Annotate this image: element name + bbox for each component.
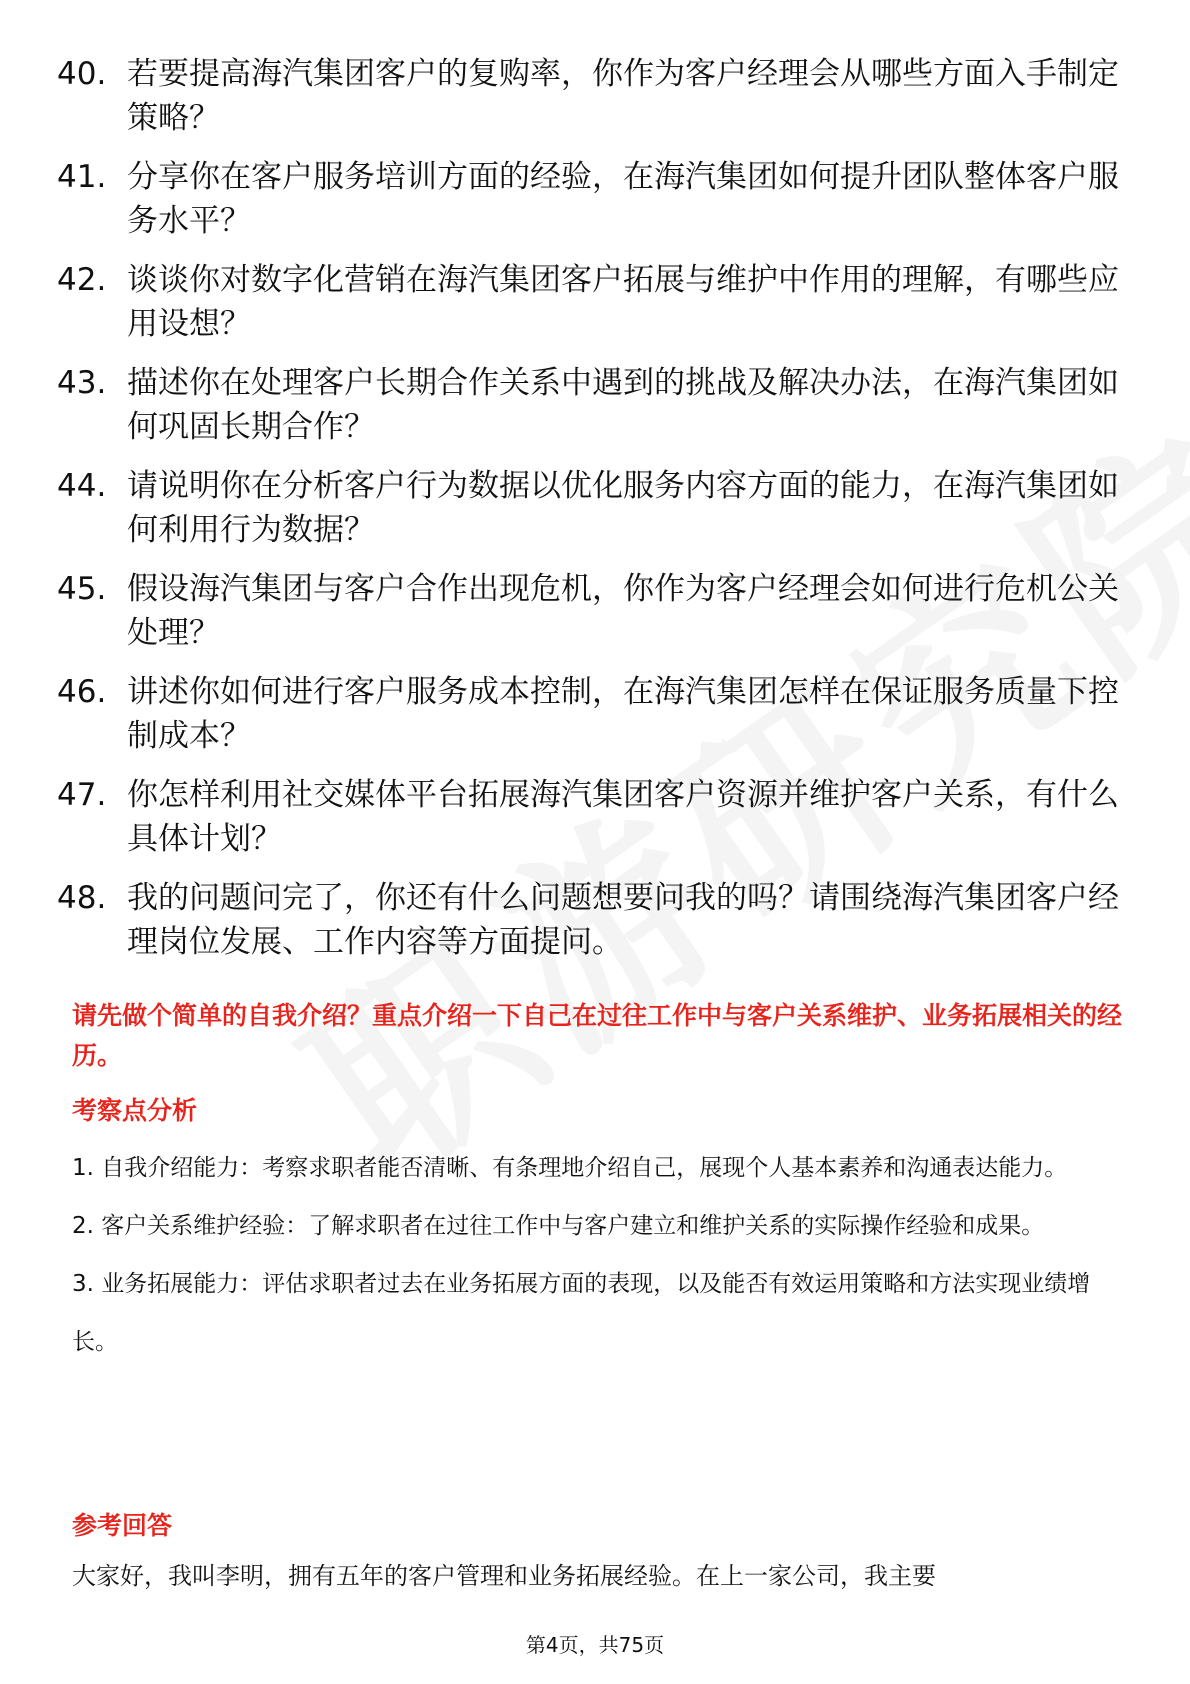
- analysis-points: [72, 1139, 1122, 1371]
- question-text: 假设海汽集团与客户合作出现危机，你作为客户经理会如何进行危机公关处理？: [127, 571, 1119, 651]
- question-item: [57, 567, 1137, 655]
- analysis-point: 3. 业务拓展能力：评估求职者过去在业务拓展方面的表现，以及能否有效运用策略和方法实现业绩增长。: [72, 1271, 1091, 1355]
- question-item: [57, 670, 1137, 758]
- question-text: 分享你在客户服务培训方面的经验，在海汽集团如何提升团队整体客户服务水平？: [127, 159, 1119, 239]
- analysis-title: 考察点分析: [72, 1096, 198, 1125]
- question-item: [57, 52, 1137, 140]
- question-item: [57, 361, 1137, 449]
- question-item: [57, 464, 1137, 552]
- question-text: 若要提高海汽集团客户的复购率，你作为客户经理会从哪些方面入手制定策略？: [127, 56, 1119, 136]
- reference-answer: 大家好，我叫李明，拥有五年的客户管理和业务拓展经验。在上一家公司，我主要: [72, 1562, 936, 1590]
- question-text: 请说明你在分析客户行为数据以优化服务内容方面的能力，在海汽集团如何利用行为数据？: [127, 468, 1119, 548]
- question-list: [57, 52, 1137, 979]
- question-text: 描述你在处理客户长期合作关系中遇到的挑战及解决办法，在海汽集团如何巩固长期合作？: [127, 365, 1119, 445]
- question-text: 我的问题问完了，你还有什么问题想要问我的吗？请围绕海汽集团客户经理岗位发展、工作内容等方面提问。: [127, 880, 1119, 960]
- reference-title: 参考回答: [72, 1511, 173, 1540]
- question-item: [57, 155, 1137, 243]
- page-footer: 第4页，共75页: [525, 1633, 665, 1657]
- question-number: 42.: [57, 262, 107, 298]
- question-number: 47.: [57, 777, 107, 813]
- question-text: 讲述你如何进行客户服务成本控制，在海汽集团怎样在保证服务质量下控制成本？: [127, 674, 1119, 754]
- question-item: [57, 773, 1137, 861]
- question-number: 41.: [57, 159, 107, 195]
- highlight-question: 请先做个简单的自我介绍？重点介绍一下自己在过往工作中与客户关系维护、业务拓展相关的经历。: [72, 1001, 1123, 1070]
- analysis-point: 2. 客户关系维护经验：了解求职者在过往工作中与客户建立和维护关系的实际操作经验和成果。: [72, 1213, 1045, 1239]
- question-text: 谈谈你对数字化营销在海汽集团客户拓展与维护中作用的理解，有哪些应用设想？: [127, 262, 1119, 342]
- question-item: [57, 876, 1137, 964]
- question-number: 46.: [57, 674, 107, 710]
- question-number: 43.: [57, 365, 107, 401]
- question-item: [57, 258, 1137, 346]
- question-number: 48.: [57, 880, 107, 916]
- question-number: 40.: [57, 56, 107, 92]
- question-number: 45.: [57, 571, 107, 607]
- question-number: 44.: [57, 468, 107, 504]
- question-text: 你怎样利用社交媒体平台拓展海汽集团客户资源并维护客户关系，有什么具体计划？: [127, 777, 1119, 857]
- analysis-point: 1. 自我介绍能力：考察求职者能否清晰、有条理地介绍自己，展现个人基本素养和沟通表达能力。: [72, 1155, 1068, 1181]
